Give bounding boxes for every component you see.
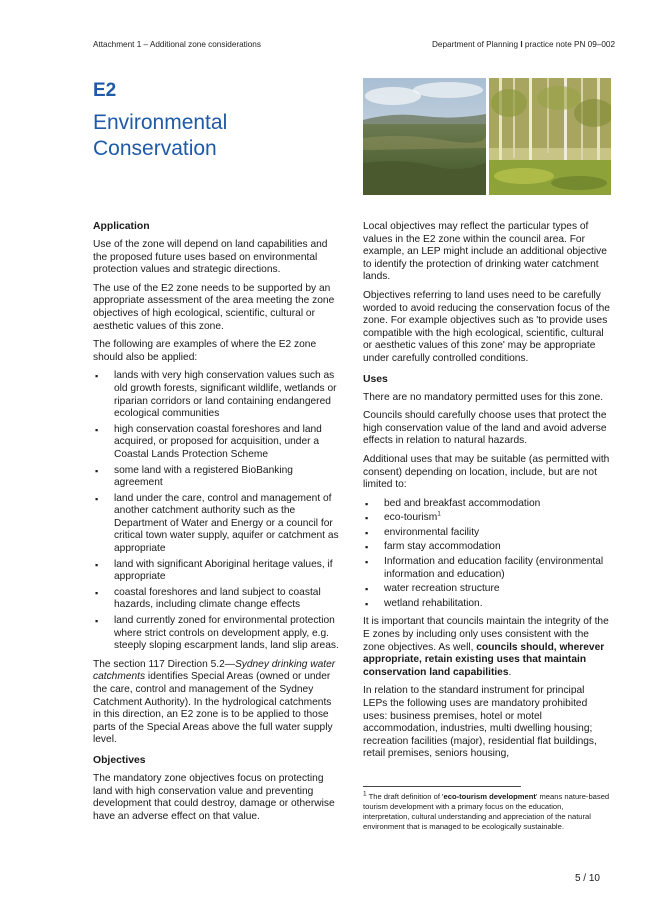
running-header-left: Attachment 1 – Additional zone considerations xyxy=(93,40,261,49)
application-heading: Application xyxy=(93,221,150,232)
section-117-para xyxy=(93,659,340,747)
header-separator: I xyxy=(520,40,523,49)
list-item: ▪ land under the care, control and management of another catchment authority such as the Department of Water and Energy or a council for critical town water supply, aquifer or catchment as appropriate xyxy=(93,493,340,556)
list-item: ▪ farm stay accommodation xyxy=(363,541,611,554)
list-item: ▪ wetland rehabilitation. xyxy=(363,598,611,611)
uses-para-1: There are no mandatory permitted uses for this zone. xyxy=(363,391,604,403)
section-117-direction-title: Sydney drinking water catchments xyxy=(93,658,336,683)
section-117-text-b: identifies Special Areas (owned or under the care, control and management of the Sydney Catchment Authority). In the hydrological catchments in this direction, an E2 zone is to be applied to those parts of the Special Areas above the full water supply level. xyxy=(93,671,333,746)
application-para-1: Use of the zone will depend on land capabilities and the proposed future uses based on environmental protection values and strategic directions. xyxy=(93,239,328,276)
list-item: ▪ land with significant Aboriginal heritage values, if appropriate xyxy=(93,559,340,584)
list-item: ▪ water recreation structure xyxy=(363,583,611,596)
zone-name-line1: Environmental xyxy=(93,111,228,134)
list-item: ▪ land currently zoned for environmental protection where strict controls on development apply, e.g. steeply sloping escarpment lands, land slip areas. xyxy=(93,615,340,653)
objectives-wording-para: Objectives referring to land uses need to be carefully worded to avoid reducing the conservation focus of the zone. For example objectives such as 'to provide uses compatible with the high ecological, scientific, cultural or aesthetic values of this zone' may be appropriate under carefully controlled conditions. xyxy=(363,289,610,364)
right-column xyxy=(363,221,611,767)
application-para-2: The use of the E2 zone needs to be supported by an appropriate assessment of the area meeting the zone objectives of high ecological, scientific, cultural or aesthetic values of this zone. xyxy=(93,282,335,332)
objectives-heading: Objectives xyxy=(93,754,146,766)
list-item: ▪ high conservation coastal foreshores and land acquired, or proposed for acquisition, under a Coastal Lands Protection Scheme xyxy=(93,424,340,462)
integrity-para xyxy=(363,616,611,679)
footnote-text-b: ' means nature-based tourism development with a primary focus on the education, interpretation, cultural understanding and appreciation of the natural environment that is managed to be ecologically sustainable. xyxy=(363,792,610,831)
footnote-text-a: The draft definition of ' xyxy=(366,792,444,801)
list-item: ▪ bed and breakfast accommodation xyxy=(363,498,611,511)
prohibited-uses-para: In relation to the standard instrument for principal LEPs the following uses are mandatory prohibited uses: business premises, hotel or motel accommodation, industries, multi dwelling housing; recreation facilities (major), residential flat buildings, retail premises, seniors housing, xyxy=(363,685,597,760)
list-item: ▪ Information and education facility (environmental information and education) xyxy=(363,556,611,581)
list-item: ▪ some land with a registered BioBanking agreement xyxy=(93,465,340,490)
footnote-ref: 1 xyxy=(437,510,441,518)
objectives-para: The mandatory zone objectives focus on protecting land with high conservation value and preventing development that could destroy, damage or otherwise have an adverse effect on that value. xyxy=(93,772,335,822)
running-header-right xyxy=(432,40,615,49)
heathland-photo xyxy=(363,78,486,195)
page-number: 5 / 10 xyxy=(574,873,600,884)
application-examples-list xyxy=(93,370,340,652)
footnote-term: eco-tourism development xyxy=(443,792,536,801)
list-item: ▪ lands with very high conservation values such as old growth forests, significant wildlife, wetlands or riparian corridors or land containing endangered ecological communities xyxy=(93,370,340,420)
section-117-text-a: The section 117 Direction 5.2— xyxy=(93,658,235,670)
ecotourism-label: eco-tourism xyxy=(384,512,438,524)
header-department: Department of Planning xyxy=(432,40,519,49)
uses-heading: Uses xyxy=(363,373,388,385)
footnote xyxy=(363,792,611,832)
zone-name-line2: Conservation xyxy=(93,137,217,160)
left-column xyxy=(93,221,340,829)
zone-name xyxy=(93,110,293,162)
integrity-text-b: . xyxy=(508,666,512,678)
footnote-number: 1 xyxy=(363,790,367,798)
list-item: ▪ coastal foreshores and land subject to coastal hazards, including climate change effects xyxy=(93,587,340,612)
uses-para-2: Councils should carefully choose uses that protect the high conservation value of the land and avoid adverse effects in relation to natural hazards. xyxy=(363,410,607,447)
list-item xyxy=(363,512,611,525)
footnote-divider xyxy=(363,786,521,787)
application-para-3: The following are examples of where the E2 zone should also be applied: xyxy=(93,339,317,363)
zone-code: E2 xyxy=(93,80,117,101)
local-objectives-para: Local objectives may reflect the particular types of values in the E2 zone within the council area. For example, an LEP might include an additional objective to identify the protection of drinking water catchment lands. xyxy=(363,221,607,283)
header-practice-note: practice note PN 09–002 xyxy=(524,40,615,49)
uses-para-3: Additional uses that may be suitable (as permitted with consent) depending on location, include, but are not limited to: xyxy=(363,453,610,491)
list-item: ▪ environmental facility xyxy=(363,527,611,540)
additional-uses-list xyxy=(363,498,611,611)
integrity-text-a: It is important that councils maintain the integrity of the E zones by including only uses consistent with the zone objectives. As well, xyxy=(363,616,609,653)
wetland-forest-photo xyxy=(489,78,611,195)
integrity-emphasis: councils should, wherever appropriate, retain existing uses that maintain conservation land capabilities xyxy=(363,641,605,678)
